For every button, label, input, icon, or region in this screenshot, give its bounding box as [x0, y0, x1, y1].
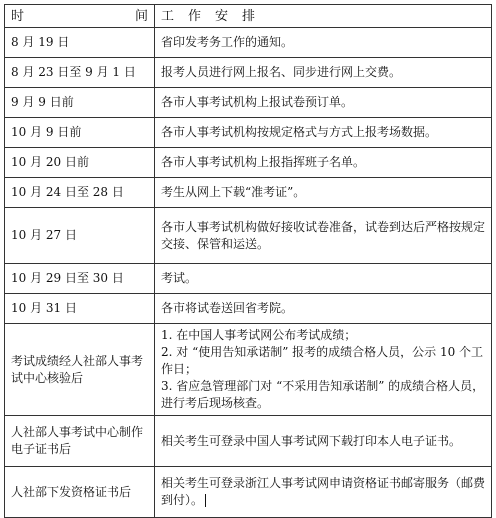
row-work: 各市人事考试机构按规定格式与方式上报考场数据。: [155, 118, 492, 148]
work-item-3: 3. 省应急管理部门对 “不采用告知承诺制” 的成绩合格人员，进行考后现场核查。: [161, 379, 485, 410]
row-time: 10 月 9 日前: [5, 118, 155, 148]
table-row: [5, 416, 492, 467]
row-time: 人社部下发资格证书后: [5, 467, 155, 518]
row-work: 省印发考务工作的通知。: [155, 28, 492, 58]
row-work-list: [155, 324, 492, 416]
table-header-row: [5, 5, 492, 28]
table-row: [5, 178, 492, 208]
table-row: [5, 118, 492, 148]
row-work: 各市将试卷送回省考院。: [155, 294, 492, 324]
row-time: 10 月 31 日: [5, 294, 155, 324]
text-cursor: [205, 494, 206, 507]
row-time: 8 月 23 日至 9 月 1 日: [5, 58, 155, 88]
row-time: 10 月 27 日: [5, 208, 155, 264]
row-time: 10 月 20 日前: [5, 148, 155, 178]
table-row: [5, 324, 492, 416]
schedule-table: [4, 4, 492, 518]
table-row: [5, 208, 492, 264]
row-work: 报考人员进行网上报名、同步进行网上交费。: [155, 58, 492, 88]
row-work-last[interactable]: [155, 467, 492, 518]
table-row: [5, 294, 492, 324]
row-time: 人社部人事考试中心制作电子证书后: [5, 416, 155, 467]
table-row: [5, 264, 492, 294]
table-row: [5, 148, 492, 178]
row-work: 相关考生可登录中国人事考试网下载打印本人电子证书。: [155, 416, 492, 467]
row-time: 10 月 24 日至 28 日: [5, 178, 155, 208]
row-work: 考试。: [155, 264, 492, 294]
work-item-2: 2. 对 “使用告知承诺制” 报考的成绩合格人员，公示 10 个工作日；: [161, 345, 484, 376]
table-row: [5, 467, 492, 518]
header-time: 时间: [5, 5, 155, 28]
row-time: 考试成绩经人社部人事考试中心核验后: [5, 324, 155, 416]
row-work: 各市人事考试机构上报试卷预订单。: [155, 88, 492, 118]
row-work: 各市人事考试机构上报指挥班子名单。: [155, 148, 492, 178]
table-row: [5, 28, 492, 58]
row-time: 9 月 9 日前: [5, 88, 155, 118]
row-time: 10 月 29 日至 30 日: [5, 264, 155, 294]
schedule-table-container: [4, 4, 492, 518]
work-item-1: 1. 在中国人事考试网公布考试成绩；: [161, 328, 357, 342]
row-time: 8 月 19 日: [5, 28, 155, 58]
table-row: [5, 58, 492, 88]
row-work: 考生从网上下载“准考证”。: [155, 178, 492, 208]
table-row: [5, 88, 492, 118]
row-work: 各市人事考试机构做好接收试卷准备，试卷到达后严格按规定交接、保管和运送。: [155, 208, 492, 264]
row-work: 相关考生可登录浙江人事考试网申请资格证书邮寄服务（邮费到付）。: [161, 476, 486, 507]
header-work: 工作安排: [155, 5, 492, 28]
